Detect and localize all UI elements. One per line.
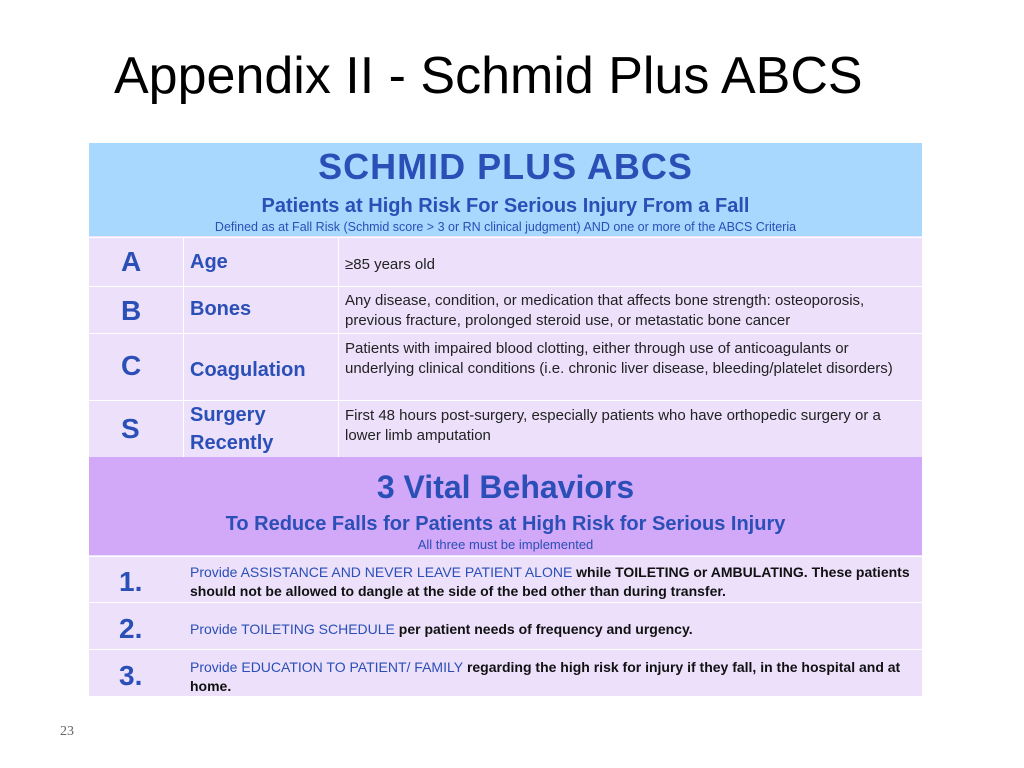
vital-row-2 bbox=[89, 602, 922, 649]
abcs-row-coagulation bbox=[89, 333, 922, 400]
row-name: Surgery Recently bbox=[190, 404, 274, 454]
row-desc: Patients with impaired blood clotting, either through use of anticoagulants or underlying clinical conditions (i.e. chronic liver disease, bleeding/platelet disorders) bbox=[345, 340, 893, 377]
vital-row-1 bbox=[89, 556, 922, 602]
abcs-row-surgery bbox=[89, 400, 922, 457]
vital-action: Provide EDUCATION TO PATIENT/ FAMILY bbox=[190, 659, 464, 675]
abcs-row-bones bbox=[89, 286, 922, 333]
vital-detail: while TOILETING or AMBULATING. These patients should not be allowed to dangle at the side of the bed other than during transfer. bbox=[190, 564, 910, 599]
vital-action: Provide ASSISTANCE AND NEVER LEAVE PATIENT ALONE bbox=[190, 564, 573, 580]
row-name: Coagulation bbox=[190, 359, 306, 381]
vital-number: 1. bbox=[119, 566, 143, 597]
row-letter: C bbox=[121, 350, 142, 381]
row-letter: S bbox=[121, 413, 140, 444]
vital-detail: regarding the high risk for injury if they fall, in the hospital and at home. bbox=[190, 659, 901, 694]
vital-number: 2. bbox=[119, 613, 143, 644]
row-desc: First 48 hours post-surgery, especially patients who have orthopedic surgery or a lower limb amputation bbox=[345, 407, 881, 444]
row-desc: Any disease, condition, or medication that affects bone strength: osteoporosis, previous fracture, prolonged steroid use, or metastatic bone cancer bbox=[345, 292, 865, 329]
abcs-row-age bbox=[89, 237, 922, 286]
row-letter: A bbox=[121, 246, 142, 277]
abcs-heading: SCHMID PLUS ABCS bbox=[318, 146, 693, 187]
vital-number: 3. bbox=[119, 660, 143, 691]
vital-subheading: To Reduce Falls for Patients at High Risk for Serious Injury bbox=[225, 513, 786, 535]
row-name: Age bbox=[190, 251, 228, 273]
row-letter: B bbox=[121, 295, 142, 326]
vital-row-3 bbox=[89, 649, 922, 696]
row-name: Bones bbox=[190, 298, 252, 320]
row-desc: ≥85 years old bbox=[345, 256, 435, 273]
abcs-subheading: Patients at High Risk For Serious Injury From a Fall bbox=[261, 195, 750, 217]
vital-header bbox=[89, 457, 922, 555]
vital-action: Provide TOILETING SCHEDULE bbox=[190, 621, 395, 637]
page-number: 23 bbox=[60, 724, 74, 739]
vital-note: All three must be implemented bbox=[417, 537, 594, 552]
abcs-header bbox=[89, 143, 922, 236]
vital-detail: per patient needs of frequency and urgency. bbox=[394, 621, 693, 637]
slide-title: Appendix II - Schmid Plus ABCS bbox=[114, 47, 863, 105]
abcs-definition: Defined as at Fall Risk (Schmid score > 3 or RN clinical judgment) AND one or more of the ABCS Criteria bbox=[214, 220, 797, 234]
vital-heading: 3 Vital Behaviors bbox=[376, 469, 635, 505]
